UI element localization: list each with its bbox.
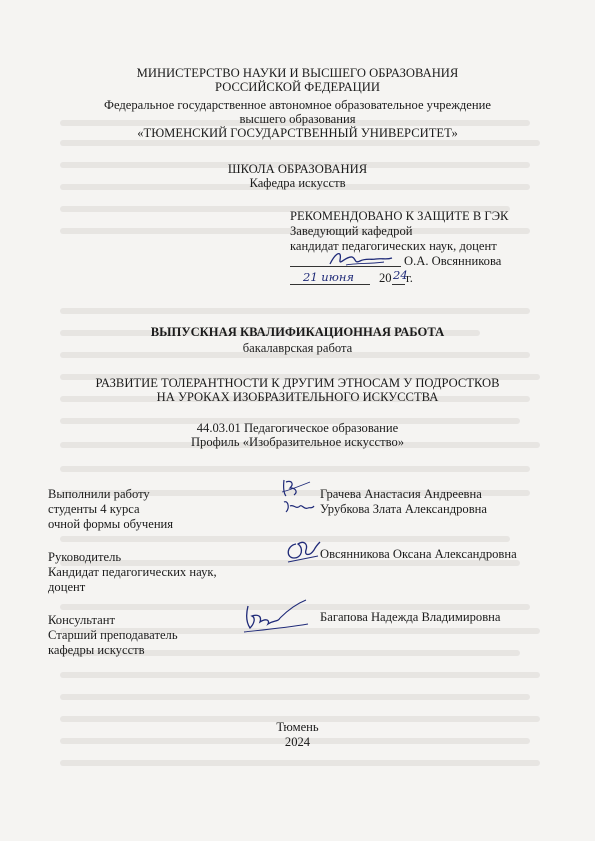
supervisor-signature <box>282 536 322 568</box>
institution-line-2: высшего образования <box>239 112 356 126</box>
institution-line-1: Федеральное государственное автономное образовательное учреждение <box>104 98 491 112</box>
ministry-line-1: МИНИСТЕРСТВО НАУКИ И ВЫСШЕГО ОБРАЗОВАНИЯ <box>136 66 459 80</box>
authors-signatures <box>278 476 318 518</box>
approval-year-suffix: г. <box>406 271 413 285</box>
approval-role-2: кандидат педагогических наук, доцент <box>290 239 497 253</box>
approval-year-prefix: 20 <box>379 271 392 285</box>
consultant-name: Багапова Надежда Владимировна <box>320 610 501 624</box>
handwritten-date: 21 июня <box>303 270 355 284</box>
supervisor-label-3: доцент <box>48 580 86 594</box>
approval-name: О.А. Овсянникова <box>404 254 502 268</box>
work-type: ВЫПУСКНАЯ КВАЛИФИКАЦИОННАЯ РАБОТА <box>150 325 445 339</box>
work-title-line-2: НА УРОКАХ ИЗОБРАЗИТЕЛЬНОГО ИСКУССТВА <box>156 390 439 404</box>
footer-city: Тюмень <box>276 720 319 734</box>
consultant-signature <box>240 596 312 636</box>
date-line <box>290 284 370 285</box>
consultant-label-3: кафедры искусств <box>48 643 145 657</box>
author-name-1: Грачева Анастасия Андреевна <box>320 487 482 501</box>
school-name: ШКОЛА ОБРАЗОВАНИЯ <box>227 162 368 176</box>
approval-role-1: Заведующий кафедрой <box>290 224 413 238</box>
authors-label-3: очной формы обучения <box>48 517 174 531</box>
head-signature <box>326 248 396 270</box>
authors-label-1: Выполнили работу <box>48 487 150 501</box>
consultant-label-1: Консультант <box>48 613 116 627</box>
department-name: Кафедра искусств <box>249 176 346 190</box>
university-name: «ТЮМЕНСКИЙ ГОСУДАРСТВЕННЫЙ УНИВЕРСИТЕТ» <box>137 126 458 140</box>
work-subtype: бакалаврская работа <box>242 341 353 355</box>
program-code: 44.03.01 Педагогическое образование <box>196 421 399 435</box>
ministry-line-2: РОССИЙСКОЙ ФЕДЕРАЦИИ <box>215 80 380 94</box>
supervisor-label-2: Кандидат педагогических наук, <box>48 565 217 579</box>
author-name-2: Урубкова Злата Александровна <box>320 502 487 516</box>
authors-label-2: студенты 4 курса <box>48 502 140 516</box>
supervisor-label-1: Руководитель <box>48 550 122 564</box>
footer-year: 2024 <box>284 735 311 749</box>
supervisor-name: Овсянникова Оксана Александровна <box>320 547 517 561</box>
program-profile: Профиль «Изобразительное искусство» <box>190 435 405 449</box>
consultant-label-2: Старший преподаватель <box>48 628 178 642</box>
approval-title: РЕКОМЕНДОВАНО К ЗАЩИТЕ В ГЭК <box>290 209 509 223</box>
handwritten-year: 24 <box>393 268 408 282</box>
work-title-line-1: РАЗВИТИЕ ТОЛЕРАНТНОСТИ К ДРУГИМ ЭТНОСАМ У ПОДРОСТКОВ <box>95 376 500 390</box>
year-line <box>392 284 405 285</box>
